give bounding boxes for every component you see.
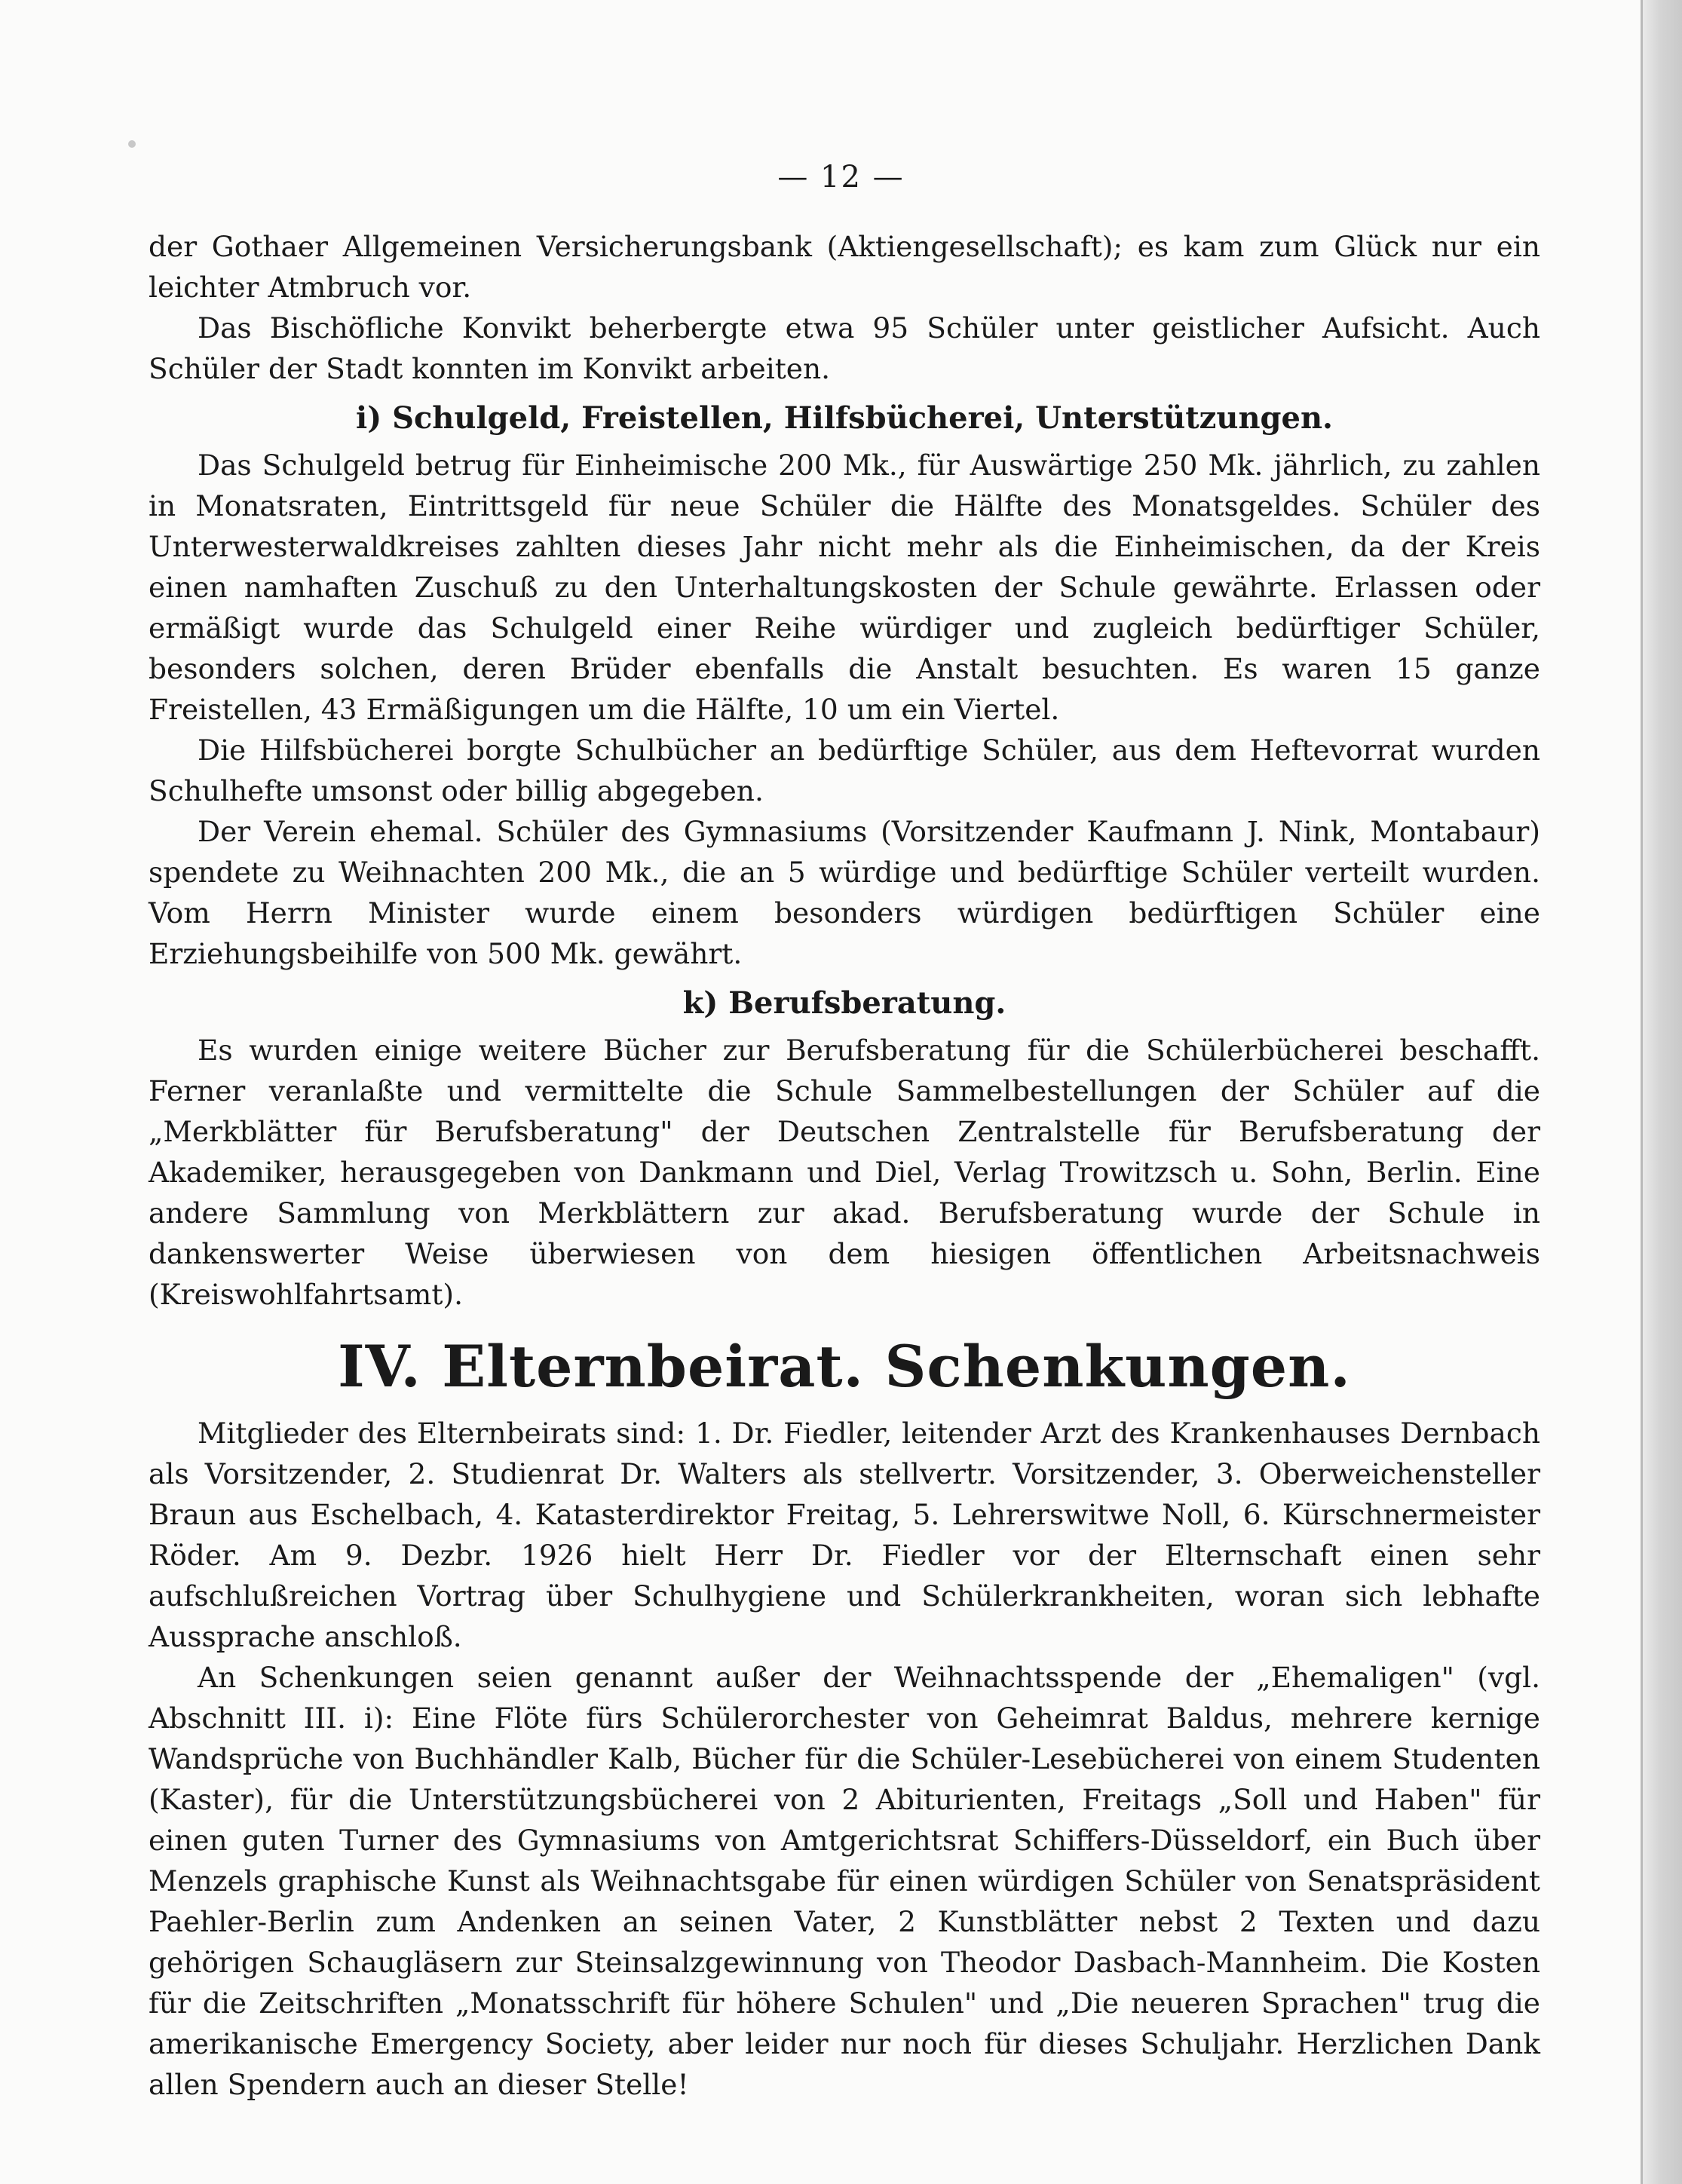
paragraph: Es wurden einige weitere Bücher zur Berufsberatung für die Schülerbücherei beschafft. Ferner veranlaßte und vermittelte die Schule Sammelbestellungen der Schüler auf die „Merkblätter für Berufsberatung" der Deutschen Zentralstelle für Berufsberatung der Akademiker, herausgegeben von Dankmann und Diel, Verlag Trowitzsch u. Sohn, Berlin. Eine andere Sammlung von Merkblättern zur akad. Berufsberatung wurde der Schule in dankenswerter Weise überwiesen von dem hiesigen öffentlichen Arbeitsnachweis (Kreiswohlfahrtsamt). xyxy=(149,1034,1540,1311)
chapter-heading: IV. Elternbeirat. Schenkungen. xyxy=(338,1333,1351,1400)
page-number: — 12 — xyxy=(777,160,905,195)
paragraph: der Gothaer Allgemeinen Versicherungsbank (Aktiengesellschaft); es kam zum Glück nur ein leichter Atmbruch vor. xyxy=(149,230,1540,304)
section-heading: k) Berufsberatung. xyxy=(682,985,1006,1021)
paper-speck xyxy=(128,140,136,148)
paragraph: An Schenkungen seien genannt außer der Weihnachtsspende der „Ehemaligen" (vgl. Abschnitt III. i): Eine Flöte fürs Schülerorchester von Geheimrat Baldus, mehrere kernige Wandsprüche von Buchhändler Kalb, Bücher für die Schüler-Lesebücherei von einem Studenten (Kaster), für die Unterstützungsbücherei von 2 Abiturienten, Freitags „Soll und Haben" für einen guten Turner des Gymnasiums von Amtgerichtsrat Schiffers-Düsseldorf, ein Buch über Menzels graphische Kunst als Weihnachtsgabe für einen würdigen Schüler von Senatspräsident Paehler-Berlin zum Andenken an seinen Vater, 2 Kunstblätter nebst 2 Texten und dazu gehörigen Schaugläsern zur Steinsalzgewinnung von Theodor Dasbach-Mannheim. Die Kosten für die Zeitschriften „Monatsschrift für höhere Schulen" und „Die neueren Sprachen" trug die amerikanische Emergency Society, aber leider nur noch für dieses Schuljahr. Herzlichen Dank allen Spendern auch an dieser Stelle! xyxy=(149,1661,1540,2101)
paragraph: Die Hilfsbücherei borgte Schulbücher an bedürftige Schüler, aus dem Heftevorrat wurden Schulhefte umsonst oder billig abgegeben. xyxy=(149,734,1540,807)
binding-edge xyxy=(1641,0,1682,2184)
section-heading: i) Schulgeld, Freistellen, Hilfsbücherei, Unterstützungen. xyxy=(356,400,1333,436)
paragraph: Mitglieder des Elternbeirats sind: 1. Dr. Fiedler, leitender Arzt des Krankenhauses Dernbach als Vorsitzender, 2. Studienrat Dr. Walters als stellvertr. Vorsitzender, 3. Oberweichensteller Braun aus Eschelbach, 4. Katasterdirektor Freitag, 5. Lehrerswitwe Noll, 6. Kürschnermeister Röder. Am 9. Dezbr. 1926 hielt Herr Dr. Fiedler vor der Elternschaft einen sehr aufschlußreichen Vortrag über Schulhygiene und Schülerkrankheiten, woran sich lebhafte Aussprache anschloß. xyxy=(149,1417,1540,1653)
page-body xyxy=(149,226,1540,2105)
paragraph: Das Bischöfliche Konvikt beherbergte etwa 95 Schüler unter geistlicher Aufsicht. Auch Schüler der Stadt konnten im Konvikt arbeiten. xyxy=(149,311,1540,385)
paragraph: Der Verein ehemal. Schüler des Gymnasiums (Vorsitzender Kaufmann J. Nink, Montabaur) spendete zu Weihnachten 200 Mk., die an 5 würdige und bedürftige Schüler verteilt wurden. Vom Herrn Minister wurde einem besonders würdigen bedürftigen Schüler eine Erziehungsbeihilfe von 500 Mk. gewährt. xyxy=(149,815,1540,970)
paragraph: Das Schulgeld betrug für Einheimische 200 Mk., für Auswärtige 250 Mk. jährlich, zu zahlen in Monatsraten, Eintrittsgeld für neue Schüler die Hälfte des Monatsgeldes. Schüler des Unterwesterwaldkreises zahlten dieses Jahr nicht mehr als die Einheimischen, da der Kreis einen namhaften Zuschuß zu den Unterhaltungskosten der Schule gewährte. Erlassen oder ermäßigt wurde das Schulgeld einer Reihe würdiger und zugleich bedürftiger Schüler, besonders solchen, deren Brüder ebenfalls die Anstalt besuchten. Es waren 15 ganze Freistellen, 43 Ermäßigungen um die Hälfte, 10 um ein Viertel. xyxy=(149,449,1540,726)
